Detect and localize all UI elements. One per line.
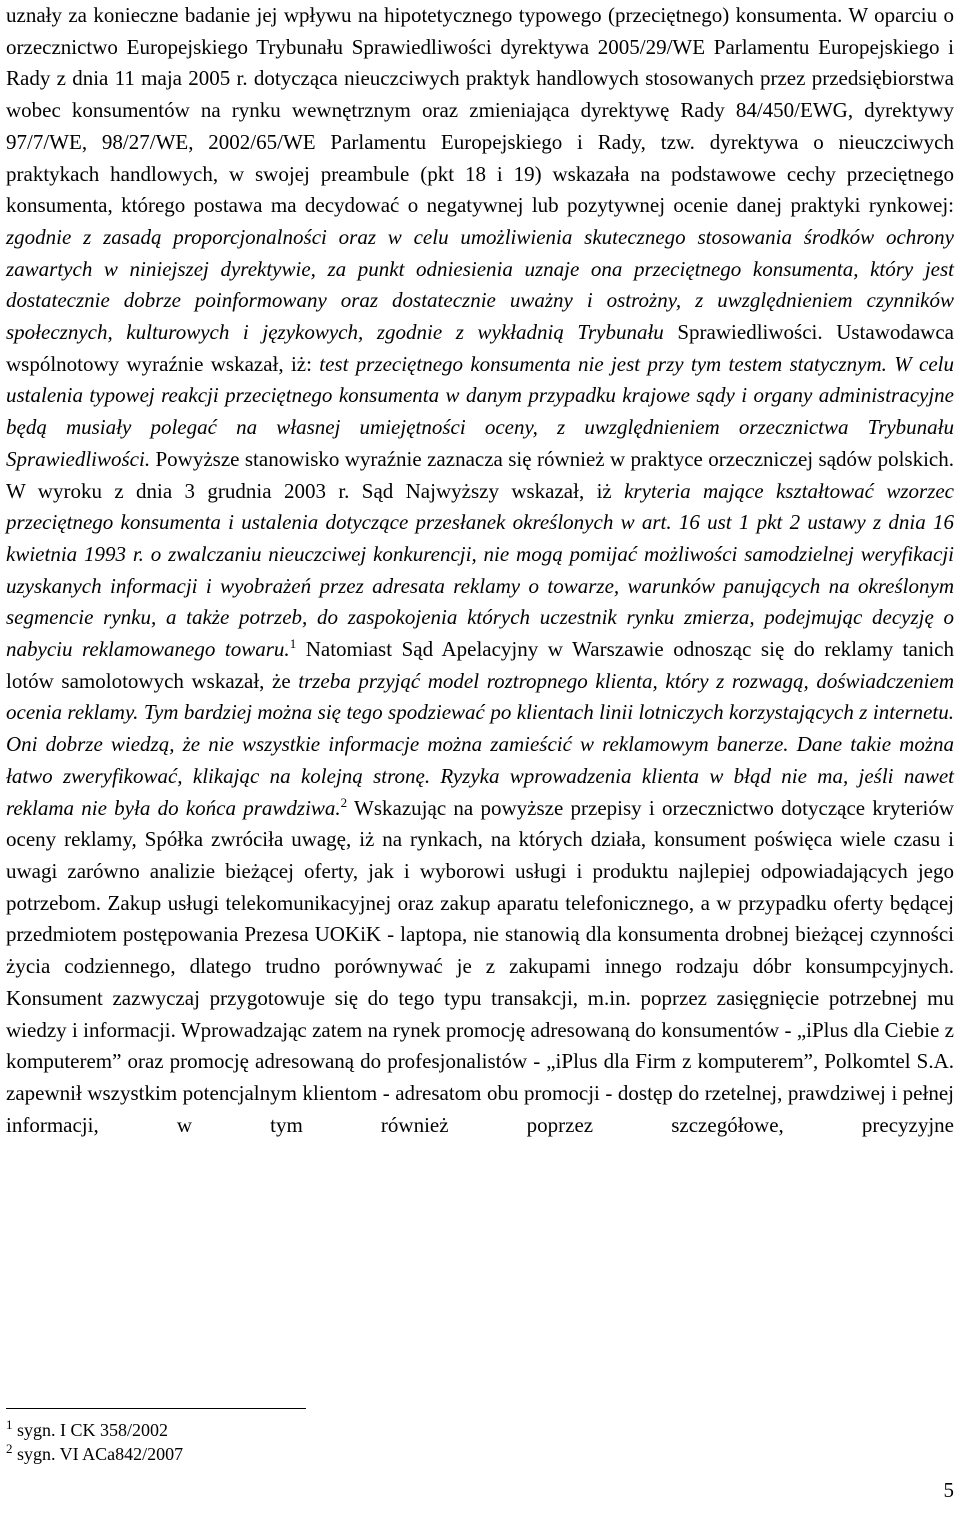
quoted-text-run: zgodnie z zasadą proporcjonalności oraz w celu umożliwienia skutecznego stosowania środków ochrony zawartych w niniejszej dyrektywie, za punkt odniesienia uznaje ona przeciętnego konsumenta, który jest dostatecznie dobrze poinformowany oraz dostatecznie uważny i ostrożny, z uwzględnieniem czynników społecznych, kulturowych i językowych, zgodnie z wykładnią Trybunału <box>6 224 954 345</box>
footnote-1-text: sygn. I CK 358/2002 <box>12 1420 169 1440</box>
text-run: Powyższe stanowisko wyraźnie zaznacza się również w praktyce orzeczniczej sądów polskich. W wyroku z dnia 3 grudnia 2003 r. Sąd Najwyższy wskazał, iż <box>6 446 954 503</box>
footnote-2-text: sygn. VI ACa842/2007 <box>12 1444 184 1464</box>
body-paragraph <box>6 0 954 1141</box>
footnote-1-number: 1 <box>6 1417 13 1432</box>
footnotes <box>6 1418 606 1466</box>
footnote-2 <box>6 1442 606 1466</box>
text-run: uznały za konieczne badanie jej wpływu na hipotetycznego typowego (przeciętnego) konsumenta. W oparciu o orzecznictwo Europejskiego Trybunału Sprawiedliwości dyrektywa 2005/29/WE Parlamentu Europejskiego i Rady z dnia 11 maja 2005 r. dotycząca nieuczciwych praktyk handlowych stosowanych przez przedsiębiorstwa wobec konsumentów na rynku wewnętrznym oraz zmieniająca dyrektywę Rady 84/450/EWG, dyrektywy 97/7/WE, 98/27/WE, 2002/65/WE Parlamentu Europejskiego i Rady, tzw. dyrektywa o nieuczciwych praktykach handlowych, w swojej preambule (pkt 18 i 19) wskazała na podstawowe cechy przeciętnego konsumenta, którego postawa ma decydować o negatywnej lub pozytywnej ocenie danej praktyki rynkowej: <box>6 3 954 218</box>
page-number: 5 <box>943 1478 954 1502</box>
footnote-ref: 1 <box>289 636 297 652</box>
text-run: Natomiast Sąd Apelacyjny w Warszawie odnosząc się do reklamy tanich lotów samolotowych wskazał, że <box>6 637 954 693</box>
text-run: Wskazując na powyższe przepisy i orzecznictwo dotyczące kryteriów oceny reklamy, Spółka zwróciła uwagę, iż na rynkach, na których działa, konsument poświęca wiele czasu i uwagi zarówno analizie bieżącej oferty, jak i wyborowi usługi i produktu najlepiej odpowiadających jego potrzebom. Zakup usługi telekomunikacyjnej oraz zakup aparatu telefonicznego, a w przypadku oferty będącej przedmiotem postępowania Prezesa UOKiK - laptopa, nie stanowią dla konsumenta drobnej bieżącej czynności życia codziennego, dlatego trudno porównywać je z zakupami innego rodzaju dóbr konsumpcyjnych. Konsument zazwyczaj przygotowuje się do tego typu transakcji, m.in. poprzez zasięgnięcie potrzebnej mu wiedzy i informacji. Wprowadzając zatem na rynek promocję adresowaną do konsumentów - „iPlus dla Ciebie z komputerem” oraz promocję adresowaną do profesjonalistów - „iPlus dla Firm z komputerem”, Polkomtel S.A. zapewnił wszystkim potencjalnym klientom - adresatom obu promocji - dostęp do rzetelnej, prawdziwej i pełnej informacji, w tym również poprzez szczegółowe, precyzyjne <box>6 795 954 1137</box>
quoted-text-run: kryteria mające kształtować wzorzec przeciętnego konsumenta i ustalenia dotyczące przesłanek określonych w art. 16 ust 1 pkt 2 ustawy z dnia 16 kwietnia 1993 r. o zwalczaniu nieuczciwej konkurencji, nie mogą pomijać możliwości samodzielnej weryfikacji uzyskanych informacji i wyobrażeń przez adresata reklamy o towarze, warunków panujących na określonym segmencie rynku, a także potrzeb, do zaspokojenia których uczestnik rynku zmierza, podejmując decyzję o nabyciu reklamowanego towaru. <box>6 478 955 662</box>
quoted-text-run: trzeba przyjąć model roztropnego klienta, który z rozwagą, doświadczeniem ocenia reklamy. Tym bardziej można się tego spodziewać po klientach linii lotniczych korzystających z internetu. Oni dobrze wiedzą, że nie wszystkie informacje można zamieścić w reklamowym banerze. Dane takie można łatwo zweryfikować, klikając na kolejną stronę. Ryzyka wprowadzenia klienta w błąd nie ma, jeśli nawet reklama nie była do końca prawdziwa. <box>6 668 954 820</box>
document-page <box>6 0 954 1525</box>
quoted-text-run: test przeciętnego konsumenta nie jest przy tym testem statycznym. W celu ustalenia typowej reakcji przeciętnego konsumenta w danym przypadku krajowe sądy i organy administracyjne będą musiały polegać na własnej umiejętności oceny, z uwzględnieniem orzecznictwa Trybunału Sprawiedliwości. <box>6 351 954 471</box>
footnote-separator <box>6 1408 306 1409</box>
footnote-2-number: 2 <box>6 1441 13 1456</box>
footnote-1 <box>6 1418 606 1442</box>
text-run: Sprawiedliwości. Ustawodawca wspólnotowy wyraźnie wskazał, iż: <box>6 320 954 376</box>
footnote-ref: 2 <box>340 794 348 810</box>
